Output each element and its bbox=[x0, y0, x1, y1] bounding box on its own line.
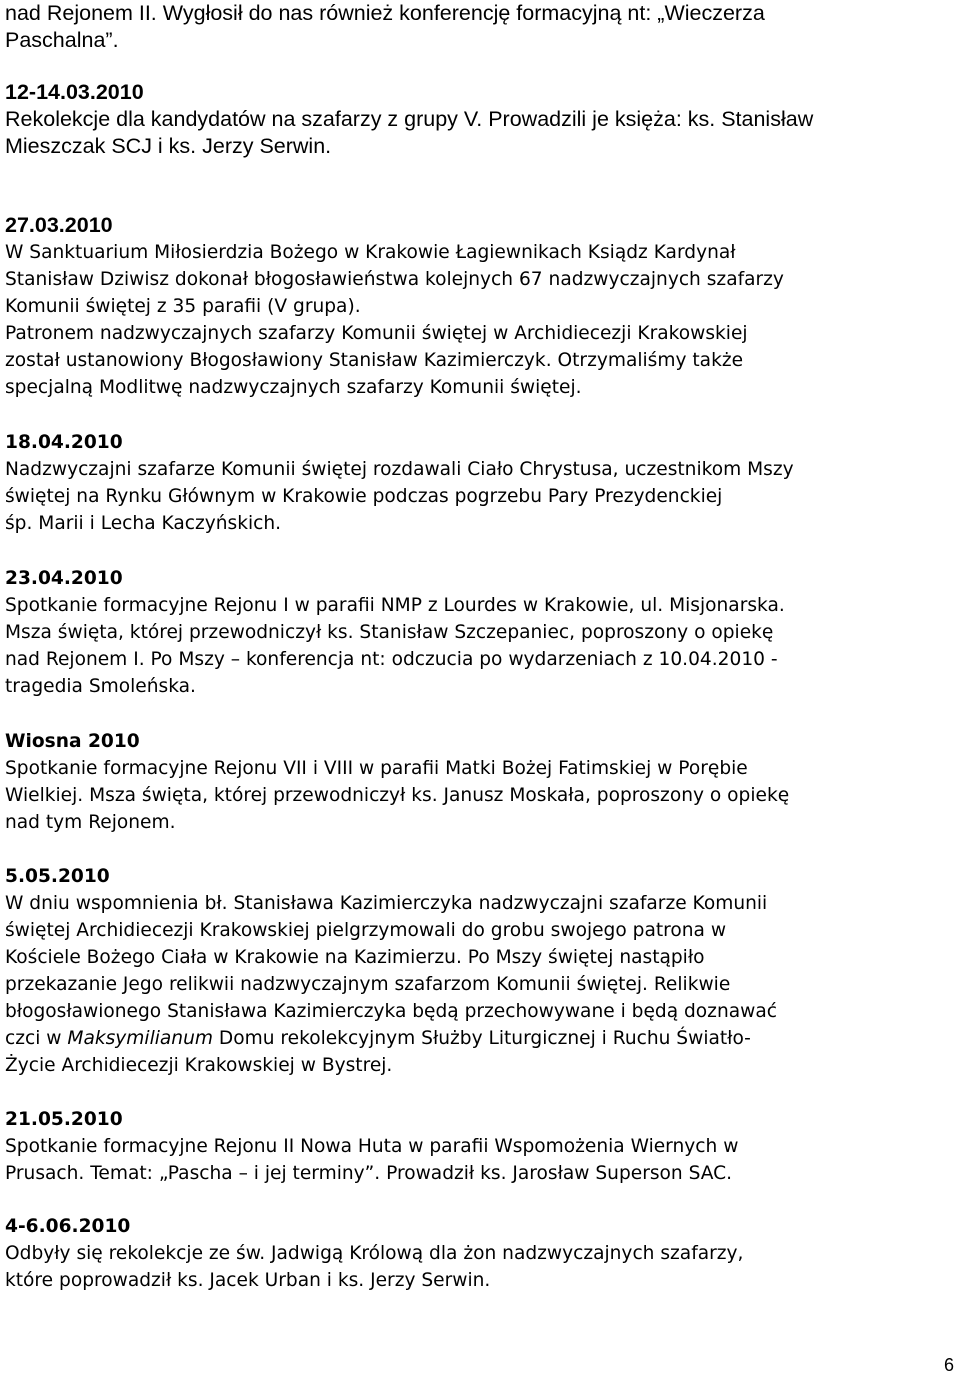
text-line: tragedia Smoleńska. bbox=[5, 676, 196, 697]
text-line: Patronem nadzwyczajnych szafarzy Komunii świętej w Archidiecezji Krakowskiej bbox=[5, 323, 748, 344]
text-line: przekazanie Jego relikwii nadzwyczajnym szafarzom Komunii świętej. Relikwie bbox=[5, 974, 731, 995]
text-line: Paschalna”. bbox=[5, 28, 119, 52]
text-line: śp. Marii i Lecha Kaczyńskich. bbox=[5, 513, 282, 534]
text-line: Spotkanie formacyjne Rejonu VII i VIII w parafii Matki Bożej Fatimskiej w Porębie bbox=[5, 758, 748, 779]
entry-27-03-2010 bbox=[5, 212, 955, 401]
text-line: Spotkanie formacyjne Rejonu I w parafii NMP z Lourdes w Krakowie, ul. Misjonarska. bbox=[5, 595, 785, 616]
text-line: świętej na Rynku Głównym w Krakowie podczas pogrzebu Pary Prezydenckiej bbox=[5, 486, 723, 507]
entry-21-05-2010 bbox=[5, 1106, 955, 1187]
entry-date: 18.04.2010 bbox=[5, 432, 123, 453]
entry-23-04-2010 bbox=[5, 565, 955, 700]
entry-5-05-2010 bbox=[5, 863, 955, 1079]
text-line: Nadzwyczajni szafarze Komunii świętej rozdawali Ciało Chrystusa, uczestnikom Mszy bbox=[5, 459, 794, 480]
text-line: Spotkanie formacyjne Rejonu II Nowa Huta w parafii Wspomożenia Wiernych w bbox=[5, 1136, 739, 1157]
text-line: Życie Archidiecezji Krakowskiej w Bystrej. bbox=[5, 1055, 393, 1076]
text-line: nad tym Rejonem. bbox=[5, 812, 176, 833]
text-line: Msza święta, której przewodniczył ks. Stanisław Szczepaniec, poproszony o opiekę bbox=[5, 622, 774, 643]
entry-date: 23.04.2010 bbox=[5, 568, 123, 589]
text-line: specjalną Modlitwę nadzwyczajnych szafarzy Komunii świętej. bbox=[5, 377, 582, 398]
text-line: Kościele Bożego Ciała w Krakowie na Kazimierzu. Po Mszy świętej nastąpiło bbox=[5, 947, 705, 968]
entry-date: Wiosna 2010 bbox=[5, 731, 140, 752]
entry-12-14-03-2010 bbox=[5, 79, 955, 160]
text-line: które poprowadził ks. Jacek Urban i ks. Jerzy Serwin. bbox=[5, 1270, 491, 1291]
text-line: błogosławionego Stanisława Kazimierczyka będą przechowywane i będą doznawać bbox=[5, 1001, 777, 1022]
text-line: został ustanowiony Błogosławiony Stanisław Kazimierczyk. Otrzymaliśmy także bbox=[5, 350, 744, 371]
page-number: 6 bbox=[943, 1355, 954, 1375]
continued-paragraph bbox=[5, 0, 955, 54]
text-line: świętej Archidiecezji Krakowskiej pielgrzymowali do grobu swojego patrona w bbox=[5, 920, 727, 941]
text-line bbox=[5, 1025, 955, 1052]
text-line: W Sanktuarium Miłosierdzia Bożego w Krakowie Łagiewnikach Ksiądz Kardynał bbox=[5, 242, 736, 263]
text-line: Odbyły się rekolekcje ze św. Jadwigą Królową dla żon nadzwyczajnych szafarzy, bbox=[5, 1243, 744, 1264]
text-segment: czci w bbox=[5, 1028, 68, 1049]
text-line: Komunii świętej z 35 parafii (V grupa). bbox=[5, 296, 361, 317]
text-line: Rekolekcje dla kandydatów na szafarzy z grupy V. Prowadzili je księża: ks. Stanisław bbox=[5, 107, 814, 131]
text-line: Prusach. Temat: „Pascha – i jej terminy”. Prowadził ks. Jarosław Superson SAC. bbox=[5, 1163, 733, 1184]
text-line: W dniu wspomnienia bł. Stanisława Kazimierczyka nadzwyczajni szafarze Komunii bbox=[5, 893, 768, 914]
text-line: Stanisław Dziwisz dokonał błogosławieństwa kolejnych 67 nadzwyczajnych szafarzy bbox=[5, 269, 784, 290]
entry-4-6-06-2010 bbox=[5, 1213, 955, 1294]
entry-date: 27.03.2010 bbox=[5, 213, 113, 237]
text-line: Wielkiej. Msza święta, której przewodniczył ks. Janusz Moskała, poproszony o opiekę bbox=[5, 785, 790, 806]
italic-term: Maksymilianum bbox=[67, 1028, 213, 1049]
text-line: nad Rejonem II. Wygłosił do nas również konferencję formacyjną nt: „Wieczerza bbox=[5, 1, 765, 25]
entry-date: 4-6.06.2010 bbox=[5, 1216, 131, 1237]
entry-date: 21.05.2010 bbox=[5, 1109, 123, 1130]
text-line: nad Rejonem I. Po Mszy – konferencja nt: odczucia po wydarzeniach z 10.04.2010 - bbox=[5, 649, 778, 670]
text-segment: Domu rekolekcyjnym Służby Liturgicznej i Ruchu Światło- bbox=[213, 1028, 751, 1049]
entry-date: 5.05.2010 bbox=[5, 866, 110, 887]
entry-wiosna-2010 bbox=[5, 728, 955, 836]
entry-date: 12-14.03.2010 bbox=[5, 80, 144, 104]
entry-18-04-2010 bbox=[5, 429, 955, 537]
text-line: Mieszczak SCJ i ks. Jerzy Serwin. bbox=[5, 134, 332, 158]
